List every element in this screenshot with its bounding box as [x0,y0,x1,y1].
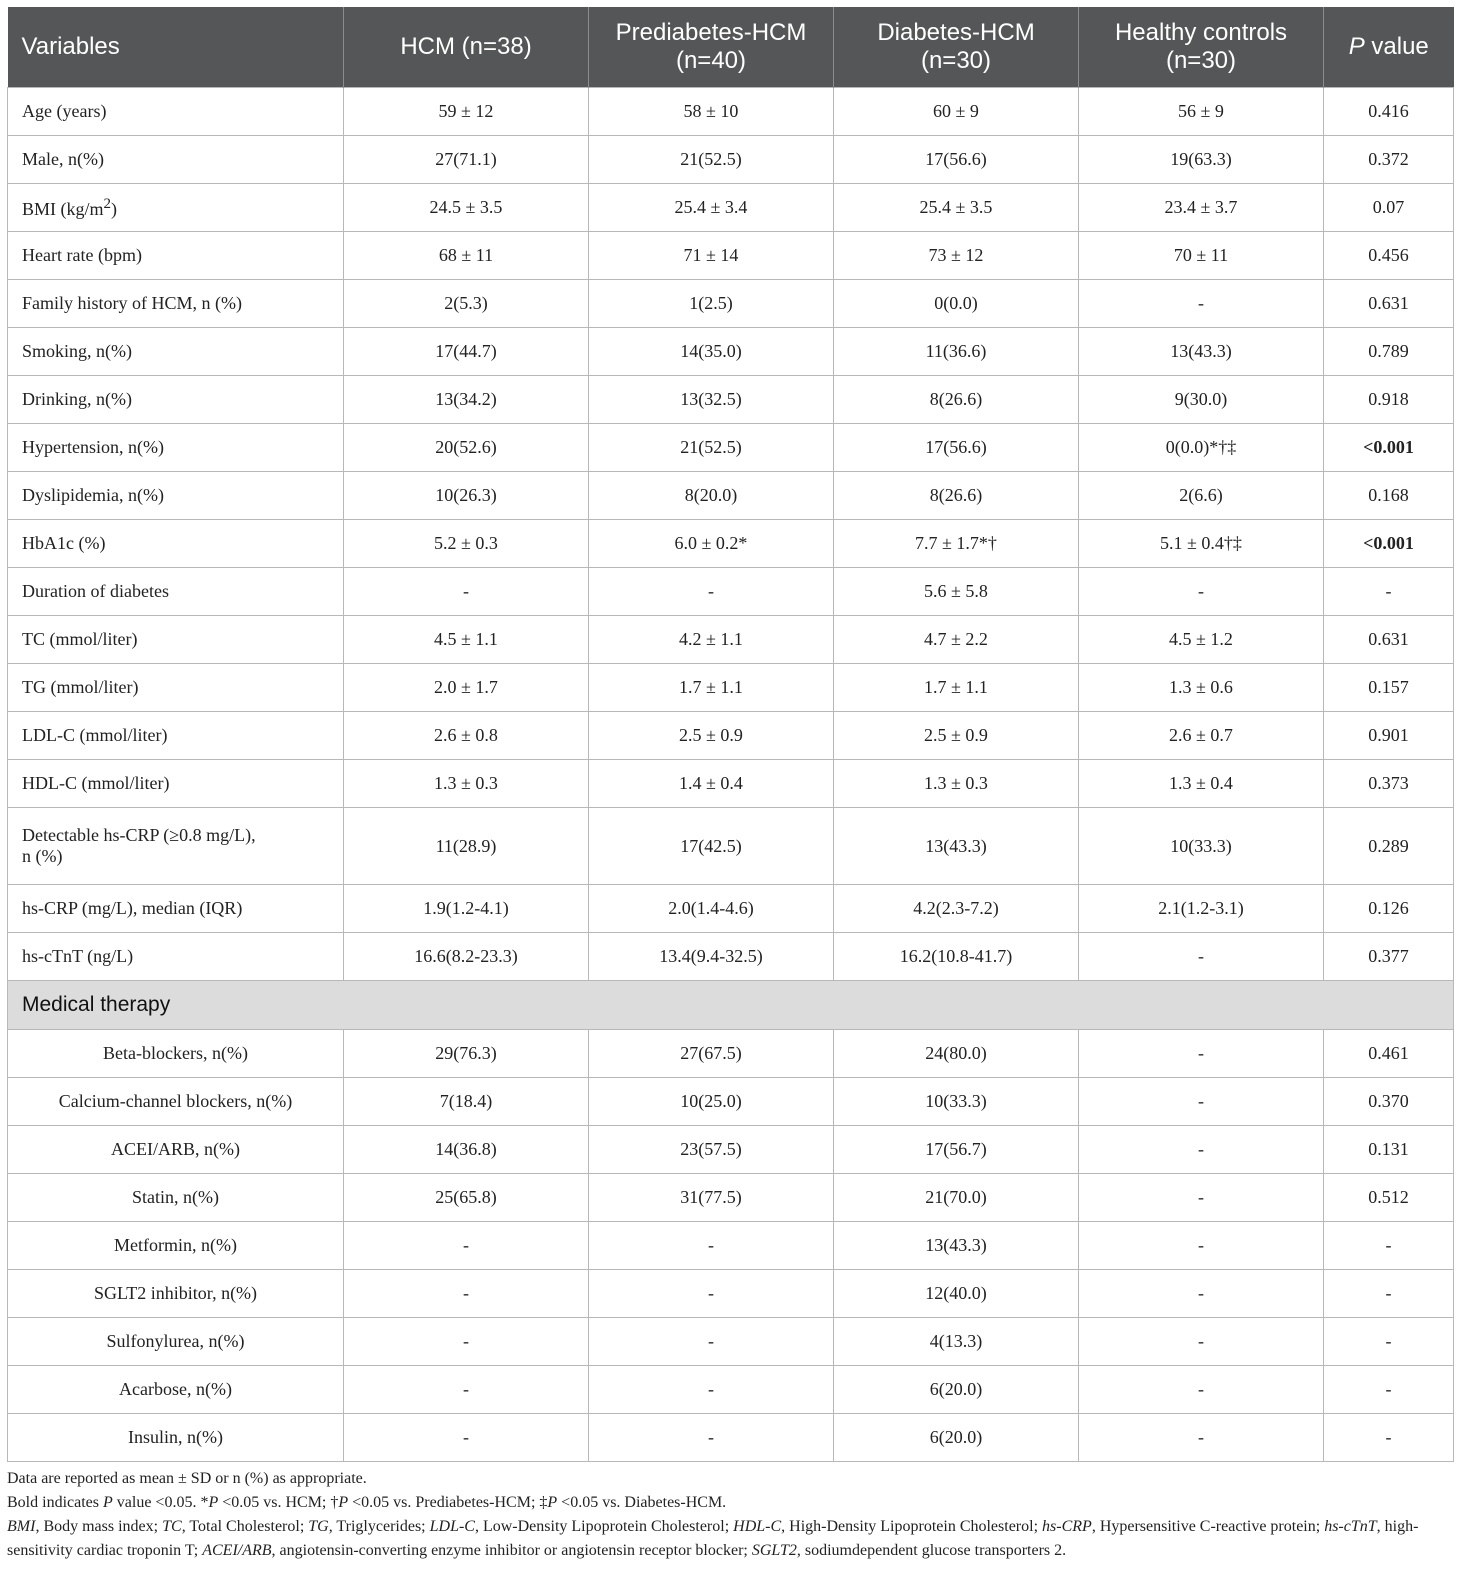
table-row-tc-mmol-liter [8,616,1454,664]
cell-variable: Acarbose, n(%) [8,1366,344,1414]
cell-prediabetes-hcm: 1.4 ± 0.4 [589,760,834,808]
cell-diabetes-hcm: 13(43.3) [834,1222,1079,1270]
cell-healthy-controls: 2(6.6) [1079,472,1324,520]
header-variables [8,7,344,88]
cell-p-value: 0.416 [1324,88,1454,136]
cell-hcm: 5.2 ± 0.3 [344,520,589,568]
cell-variable: TC (mmol/liter) [8,616,344,664]
cell-prediabetes-hcm: 13.4(9.4-32.5) [589,933,834,981]
cell-healthy-controls: 5.1 ± 0.4†‡ [1079,520,1324,568]
header-p-value-p: P [1348,33,1365,60]
cell-diabetes-hcm: 4.7 ± 2.2 [834,616,1079,664]
cell-diabetes-hcm: 0(0.0) [834,280,1079,328]
cell-variable: Drinking, n(%) [8,376,344,424]
cell-diabetes-hcm: 17(56.6) [834,136,1079,184]
cell-diabetes-hcm: 24(80.0) [834,1030,1079,1078]
table-row-beta-blockers [8,1030,1454,1078]
cell-hcm: 29(76.3) [344,1030,589,1078]
cell-prediabetes-hcm: 17(42.5) [589,808,834,885]
footnote-line-1: Data are reported as mean ± SD or n (%) as appropriate. [7,1470,367,1487]
cell-diabetes-hcm: 5.6 ± 5.8 [834,568,1079,616]
cell-variable: ACEI/ARB, n(%) [8,1126,344,1174]
cell-hcm: 1.3 ± 0.3 [344,760,589,808]
cell-p-value: 0.918 [1324,376,1454,424]
footnote-line-3: BMI, Body mass index; TC, Total Cholesterol; TG, Triglycerides; LDL-C, Low-Density Lipoprotein Cholesterol; HDL-C, High-Density Lipoprotein Cholesterol; hs-CRP, Hypersensitive C-reactive protein; hs-cTnT, high-sensitivity cardiac troponin T; ACEI/ARB, angiotensin-converting enzyme inhibitor or angiotensin receptor blocker; SGLT2, sodiumdependent glucose transporters 2. [7,1518,1419,1559]
header-healthy-controls [1079,7,1324,88]
cell-hcm: - [344,568,589,616]
header-diabetes-hcm [834,7,1079,88]
cell-variable: LDL-C (mmol/liter) [8,712,344,760]
cell-hcm: - [344,1222,589,1270]
cell-hcm: 20(52.6) [344,424,589,472]
cell-hcm: 2.6 ± 0.8 [344,712,589,760]
table-row-metformin [8,1222,1454,1270]
cell-diabetes-hcm: 60 ± 9 [834,88,1079,136]
cell-variable: SGLT2 inhibitor, n(%) [8,1270,344,1318]
cell-healthy-controls: 23.4 ± 3.7 [1079,184,1324,232]
table-row-duration-of-diabetes [8,568,1454,616]
cell-variable: Detectable hs-CRP (≥0.8 mg/L), n (%) [8,808,344,885]
cell-healthy-controls: 2.6 ± 0.7 [1079,712,1324,760]
cell-prediabetes-hcm: 2.0(1.4-4.6) [589,885,834,933]
cell-variable: HDL-C (mmol/liter) [8,760,344,808]
cell-prediabetes-hcm: 13(32.5) [589,376,834,424]
cell-healthy-controls: - [1079,1126,1324,1174]
cell-hcm: 59 ± 12 [344,88,589,136]
cell-variable: TG (mmol/liter) [8,664,344,712]
cell-diabetes-hcm: 2.5 ± 0.9 [834,712,1079,760]
cell-p-value: 0.901 [1324,712,1454,760]
cell-p-value: 0.126 [1324,885,1454,933]
cell-diabetes-hcm: 8(26.6) [834,376,1079,424]
cell-variable: Heart rate (bpm) [8,232,344,280]
cell-prediabetes-hcm: 21(52.5) [589,424,834,472]
cell-healthy-controls: - [1079,1414,1324,1462]
cell-variable: Calcium-channel blockers, n(%) [8,1078,344,1126]
cell-healthy-controls: 19(63.3) [1079,136,1324,184]
cell-prediabetes-hcm: 27(67.5) [589,1030,834,1078]
cell-hcm: 10(26.3) [344,472,589,520]
cell-variable: Smoking, n(%) [8,328,344,376]
cell-healthy-controls: 4.5 ± 1.2 [1079,616,1324,664]
cell-variable: hs-cTnT (ng/L) [8,933,344,981]
table-row-age-years [8,88,1454,136]
cell-hcm: 7(18.4) [344,1078,589,1126]
header-p-value [1324,7,1454,88]
table-row-hs-ctnt-ng-l [8,933,1454,981]
table-row-smoking [8,328,1454,376]
header-prediabetes-hcm [589,7,834,88]
cell-hcm: 68 ± 11 [344,232,589,280]
cell-healthy-controls: - [1079,280,1324,328]
cell-p-value: 0.289 [1324,808,1454,885]
cell-p-value: 0.461 [1324,1030,1454,1078]
cell-diabetes-hcm: 13(43.3) [834,808,1079,885]
cell-prediabetes-hcm: 23(57.5) [589,1126,834,1174]
cell-p-value: 0.631 [1324,280,1454,328]
cell-variable: Duration of diabetes [8,568,344,616]
cell-p-value: - [1324,1414,1454,1462]
table-row-male [8,136,1454,184]
table-footnotes [7,1467,1453,1563]
cell-p-value: - [1324,1222,1454,1270]
cell-hcm: - [344,1366,589,1414]
cell-variable: Hypertension, n(%) [8,424,344,472]
cell-hcm: 24.5 ± 3.5 [344,184,589,232]
table-header [8,7,1454,88]
cell-p-value: 0.373 [1324,760,1454,808]
cell-p-value: 0.168 [1324,472,1454,520]
cell-prediabetes-hcm: - [589,1318,834,1366]
cell-healthy-controls: - [1079,933,1324,981]
cell-prediabetes-hcm: 58 ± 10 [589,88,834,136]
header-hcm-label: HCM (n=38) [400,33,532,60]
table-row-calcium-channel-blockers [8,1078,1454,1126]
cell-hcm: 16.6(8.2-23.3) [344,933,589,981]
table-row-family-history-of-hcm [8,280,1454,328]
cell-hcm: 2(5.3) [344,280,589,328]
cell-healthy-controls: - [1079,1222,1324,1270]
cell-diabetes-hcm: 11(36.6) [834,328,1079,376]
cell-hcm: 13(34.2) [344,376,589,424]
cell-healthy-controls: 56 ± 9 [1079,88,1324,136]
superscript-2: 2 [103,195,112,212]
section-label: Medical therapy [8,981,1454,1030]
cell-prediabetes-hcm: 25.4 ± 3.4 [589,184,834,232]
cell-variable: Family history of HCM, n (%) [8,280,344,328]
cell-variable: BMI $(kg/m^2)$ [8,184,344,232]
table-row-heart-rate-bpm [8,232,1454,280]
cell-variable: Age (years) [8,88,344,136]
cell-p-value: <0.001 [1324,424,1454,472]
table-row-bmi-kg-m [8,184,1454,232]
table-row-acarbose [8,1366,1454,1414]
cell-hcm: - [344,1414,589,1462]
cell-variable: Male, n(%) [8,136,344,184]
cell-prediabetes-hcm: 14(35.0) [589,328,834,376]
cell-prediabetes-hcm: 31(77.5) [589,1174,834,1222]
cell-healthy-controls: - [1079,1366,1324,1414]
cell-diabetes-hcm: 12(40.0) [834,1270,1079,1318]
cell-p-value: <0.001 [1324,520,1454,568]
cell-diabetes-hcm: 7.7 ± 1.7*† [834,520,1079,568]
cell-healthy-controls: - [1079,568,1324,616]
cell-variable: hs-CRP (mg/L), median (IQR) [8,885,344,933]
cell-hcm: 14(36.8) [344,1126,589,1174]
table-container [7,7,1453,1462]
cell-p-value: - [1324,1318,1454,1366]
cell-diabetes-hcm: 25.4 ± 3.5 [834,184,1079,232]
table-row-sulfonylurea [8,1318,1454,1366]
cell-hcm: 17(44.7) [344,328,589,376]
table-row-hs-crp-mg-l [8,885,1454,933]
table-row-hdl-c-mmol-liter [8,760,1454,808]
header-row [8,7,1454,88]
cell-diabetes-hcm: 10(33.3) [834,1078,1079,1126]
cell-variable: Statin, n(%) [8,1174,344,1222]
cell-p-value: 0.789 [1324,328,1454,376]
cell-hcm: - [344,1270,589,1318]
cell-diabetes-hcm: 17(56.7) [834,1126,1079,1174]
header-variables-label: Variables [21,33,120,60]
cell-prediabetes-hcm: - [589,1222,834,1270]
cell-prediabetes-hcm: 71 ± 14 [589,232,834,280]
cell-p-value: 0.157 [1324,664,1454,712]
cell-p-value: - [1324,1270,1454,1318]
cell-prediabetes-hcm: 1.7 ± 1.1 [589,664,834,712]
section-row-medical-therapy [8,981,1454,1030]
table-body [8,88,1454,1462]
cell-p-value: 0.512 [1324,1174,1454,1222]
cell-diabetes-hcm: 8(26.6) [834,472,1079,520]
cell-p-value: 0.372 [1324,136,1454,184]
cell-prediabetes-hcm: - [589,1414,834,1462]
cell-healthy-controls: 1.3 ± 0.4 [1079,760,1324,808]
cell-diabetes-hcm: 4(13.3) [834,1318,1079,1366]
cell-hcm: 4.5 ± 1.1 [344,616,589,664]
cell-diabetes-hcm: 6(20.0) [834,1414,1079,1462]
cell-diabetes-hcm: 1.7 ± 1.1 [834,664,1079,712]
cell-diabetes-hcm: 17(56.6) [834,424,1079,472]
table-row-hypertension [8,424,1454,472]
cell-hcm: 25(65.8) [344,1174,589,1222]
cell-prediabetes-hcm: - [589,1366,834,1414]
header-prediabetes-hcm-label: Prediabetes-HCM (n=40) [615,19,807,74]
table-row-detectable-hs-crp-0-8-mg-l [8,808,1454,885]
cell-prediabetes-hcm: 4.2 ± 1.1 [589,616,834,664]
baseline-characteristics-table [7,7,1454,1462]
cell-healthy-controls: 9(30.0) [1079,376,1324,424]
cell-prediabetes-hcm: 21(52.5) [589,136,834,184]
table-row-hba1c [8,520,1454,568]
cell-variable: Beta-blockers, n(%) [8,1030,344,1078]
table-row-statin [8,1174,1454,1222]
cell-hcm: 2.0 ± 1.7 [344,664,589,712]
cell-healthy-controls: 1.3 ± 0.6 [1079,664,1324,712]
cell-p-value: - [1324,1366,1454,1414]
cell-p-value: 0.370 [1324,1078,1454,1126]
cell-hcm: 11(28.9) [344,808,589,885]
table-row-tg-mmol-liter [8,664,1454,712]
table-row-acei-arb [8,1126,1454,1174]
cell-diabetes-hcm: 1.3 ± 0.3 [834,760,1079,808]
cell-healthy-controls: - [1079,1174,1324,1222]
cell-variable: HbA1c (%) [8,520,344,568]
table-row-sglt2-inhibitor [8,1270,1454,1318]
cell-hcm: 1.9(1.2-4.1) [344,885,589,933]
cell-hcm: 27(71.1) [344,136,589,184]
cell-p-value: - [1324,568,1454,616]
cell-p-value: 0.131 [1324,1126,1454,1174]
cell-hcm: - [344,1318,589,1366]
cell-prediabetes-hcm: 1(2.5) [589,280,834,328]
cell-healthy-controls: 0(0.0)*†‡ [1079,424,1324,472]
cell-variable: Metformin, n(%) [8,1222,344,1270]
cell-healthy-controls: 2.1(1.2-3.1) [1079,885,1324,933]
cell-p-value: 0.377 [1324,933,1454,981]
cell-prediabetes-hcm: 10(25.0) [589,1078,834,1126]
cell-prediabetes-hcm: - [589,1270,834,1318]
cell-healthy-controls: 70 ± 11 [1079,232,1324,280]
cell-prediabetes-hcm: 2.5 ± 0.9 [589,712,834,760]
cell-healthy-controls: - [1079,1078,1324,1126]
table-row-drinking [8,376,1454,424]
table-row-insulin [8,1414,1454,1462]
header-hcm [344,7,589,88]
cell-healthy-controls: - [1079,1318,1324,1366]
footnote-line-2: Bold indicates P value <0.05. *P <0.05 vs. HCM; †P <0.05 vs. Prediabetes-HCM; ‡P <0.05 vs. Diabetes-HCM. [7,1494,727,1511]
cell-prediabetes-hcm: 8(20.0) [589,472,834,520]
cell-diabetes-hcm: 6(20.0) [834,1366,1079,1414]
cell-healthy-controls: - [1079,1030,1324,1078]
cell-variable: Insulin, n(%) [8,1414,344,1462]
cell-p-value: 0.631 [1324,616,1454,664]
cell-variable: Dyslipidemia, n(%) [8,472,344,520]
table-row-dyslipidemia [8,472,1454,520]
cell-p-value: 0.456 [1324,232,1454,280]
header-diabetes-hcm-label: Diabetes-HCM (n=30) [877,19,1035,74]
header-p-value-suffix: value [1364,33,1429,60]
cell-healthy-controls: 13(43.3) [1079,328,1324,376]
cell-healthy-controls: - [1079,1270,1324,1318]
cell-diabetes-hcm: 21(70.0) [834,1174,1079,1222]
cell-prediabetes-hcm: 6.0 ± 0.2* [589,520,834,568]
header-healthy-controls-label: Healthy controls (n=30) [1114,19,1288,74]
cell-p-value: 0.07 [1324,184,1454,232]
cell-variable: Sulfonylurea, n(%) [8,1318,344,1366]
cell-diabetes-hcm: 4.2(2.3-7.2) [834,885,1079,933]
table-row-ldl-c-mmol-liter [8,712,1454,760]
cell-diabetes-hcm: 16.2(10.8-41.7) [834,933,1079,981]
cell-diabetes-hcm: 73 ± 12 [834,232,1079,280]
cell-healthy-controls: 10(33.3) [1079,808,1324,885]
cell-prediabetes-hcm: - [589,568,834,616]
